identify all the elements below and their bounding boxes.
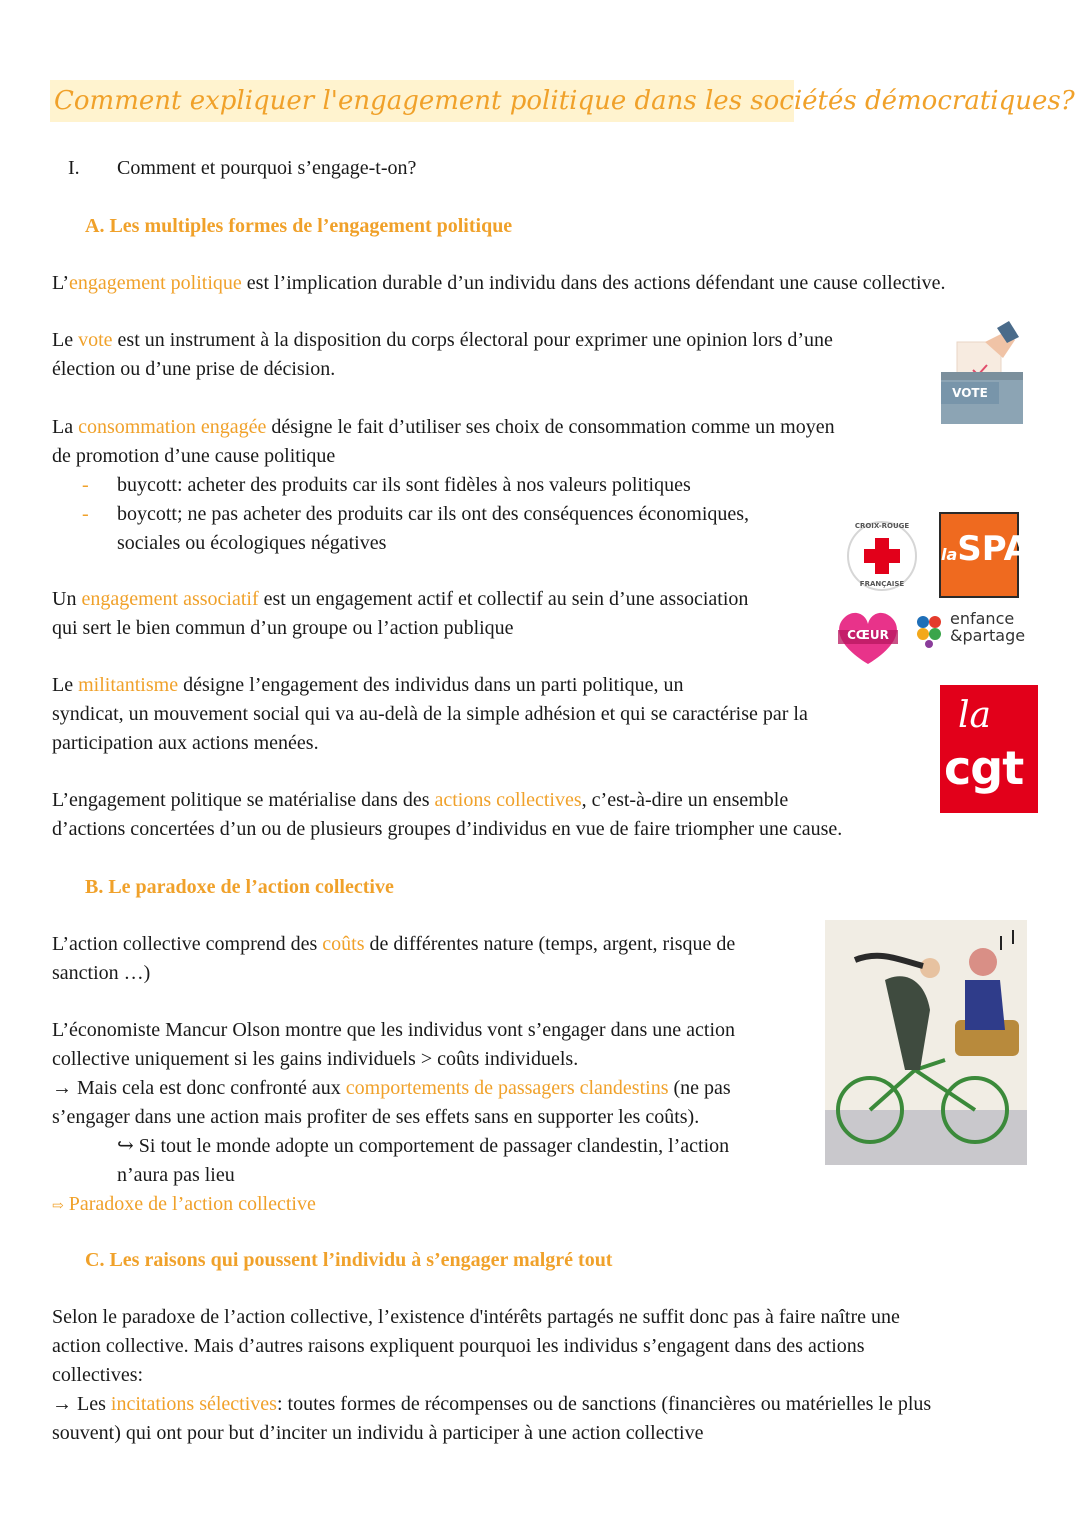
- paragraph-actions-collectives: L’engagement politique se matérialise dans des actions collectives, c’est-à-dire un ensemble d’actions concertées d’un ou de plusieurs groupes d’individus en vue de faire triompher une cause.: [52, 789, 843, 840]
- section-number: I.: [68, 157, 80, 179]
- term-militantisme: militantisme: [78, 674, 179, 696]
- term-passagers-clandestins: comportements de passagers clandestins: [345, 1077, 669, 1099]
- paragraph-militantisme: Le militantisme désigne l’engagement des individus dans un parti politique, un syndicat, un mouvement social qui va au-delà de la simple adhésion et qui se caractérise par la participation aux actions menées.: [52, 674, 808, 754]
- subsection-heading-c: C. Les raisons qui poussent l’individu à s’engager malgré tout: [85, 1249, 613, 1271]
- list-item-continuation: sociales ou écologiques négatives: [117, 532, 387, 554]
- restos-du-coeur-logo: CŒUR: [828, 602, 908, 672]
- paragraph-consommation: La consommation engagée désigne le fait d’utiliser ses choix de consommation comme un moyen de promotion d’une cause politique: [52, 416, 835, 467]
- bullet-list: [0, 471, 900, 558]
- term-incitations-selectives: incitations sélectives: [110, 1393, 277, 1415]
- subsection-heading-b: B. Le paradoxe de l’action collective: [85, 876, 394, 898]
- paragraph-olson: L’économiste Mancur Olson montre que les individus vont s’engager dans une action collective uniquement si les gains individuels > coûts individuels. → Mais cela est donc confronté aux comportements de passagers clandestins (ne pas s’engager dans une action mais profiter de ses effets sans en supporter les coûts). ↪ Si tout le monde adopte un comportement de passager clandestin, l’action n’aura pas lieu ⇨ Paradoxe de l’action collective: [52, 1019, 735, 1215]
- term-engagement-politique: engagement politique: [69, 272, 242, 294]
- paragraph-vote: Le vote est un instrument à la disposition du corps électoral pour exprimer une opinion lors d’une élection ou d’une prise de décision.: [52, 329, 833, 380]
- arrow-icon: ⇨: [52, 1199, 64, 1214]
- term-engagement-associatif: engagement associatif: [81, 588, 259, 610]
- section-heading: Comment et pourquoi s’engage-t-on?: [117, 157, 417, 179]
- croix-rouge-logo: CROIX-ROUGE FRANÇAISE: [846, 520, 918, 592]
- vote-label: VOTE: [941, 382, 999, 404]
- page-title: Comment expliquer l'engagement politique dans les sociétés démocratiques?: [50, 80, 794, 122]
- term-couts: coûts: [322, 933, 365, 955]
- subsection-heading-a: A. Les multiples formes de l’engagement politique: [85, 215, 513, 237]
- paragraph-raisons: Selon le paradoxe de l’action collective, l’existence d'intérêts partagés ne suffit donc pas à faire naître une action collective. Mais d’autres raisons expliquent pourquoi les individus s’engagent dans des actions collectives: → Les incitations sélectives: toutes formes de récompenses ou de sanctions (financières ou matérielles le plus souvent) qui ont pour but d’inciter un individu à participer à une action collective: [52, 1306, 932, 1444]
- spa-logo: laSPA: [939, 512, 1019, 598]
- term-actions-collectives: actions collectives: [434, 789, 582, 811]
- term-paradoxe: Paradoxe de l’action collective: [68, 1193, 316, 1215]
- cgt-logo: la cgt: [940, 685, 1038, 813]
- list-item: - buycott: acheter des produits car ils sont fidèles à nos valeurs politiques: [82, 474, 691, 496]
- ballot-box-icon: [935, 320, 1030, 430]
- enfance-partage-logo: enfance &partage: [914, 610, 1034, 660]
- paragraph-couts: L’action collective comprend des coûts de différentes nature (temps, argent, risque de sanction …): [52, 933, 736, 984]
- term-consommation-engagee: consommation engagée: [78, 416, 267, 438]
- term-vote: vote: [78, 329, 113, 351]
- paragraph-associatif: Un engagement associatif est un engagement actif et collectif au sein d’une association qui sert le bien commun d’un groupe ou l’action publique: [52, 588, 749, 639]
- paragraph-engagement: L’engagement politique est l’implication durable d’un individu dans des actions défendant une cause collective.: [52, 272, 946, 294]
- tandem-bike-illustration: [825, 920, 1027, 1165]
- list-item: - boycott; ne pas acheter des produits car ils ont des conséquences économiques,: [82, 503, 750, 525]
